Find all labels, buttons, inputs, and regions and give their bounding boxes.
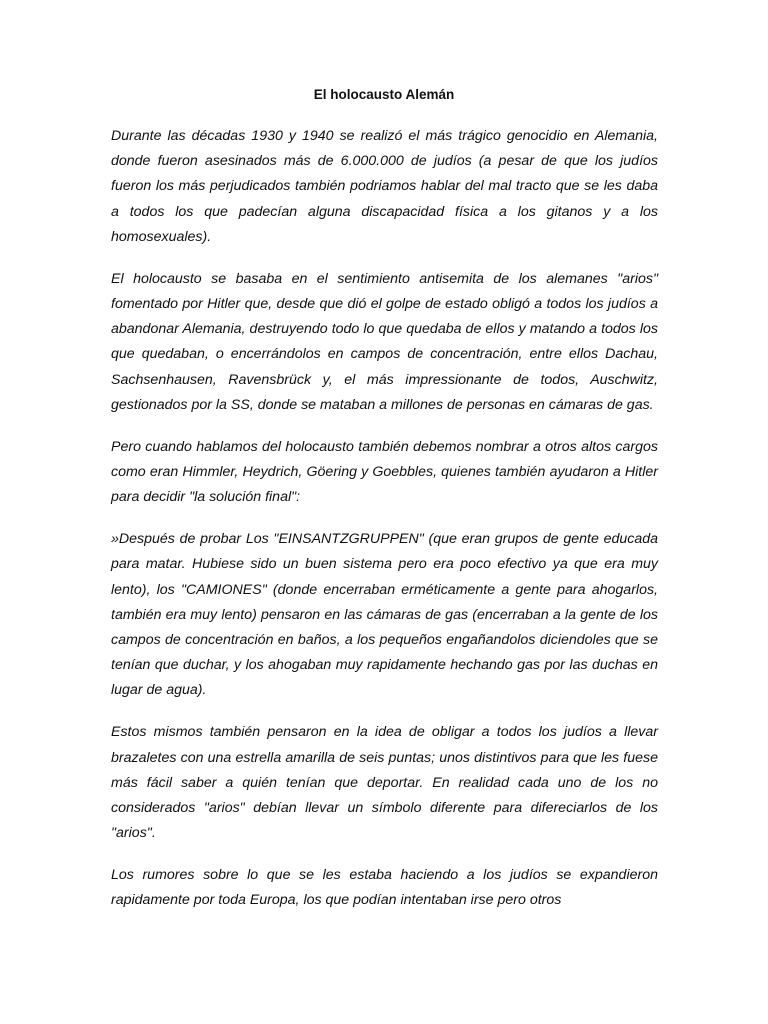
document-body <box>111 124 658 930</box>
paragraph: »Después de probar Los "EINSANTZGRUPPEN" (que eran grupos de gente educada para matar. Hubiese sido un buen sistema pero era poco efectivo ya que era muy lento), los "CAMIONES" (donde encerraban erméticamente a gente para ahogarlos, también era muy lento) pensaron en las cámaras de gas (encerraban a la gente de los campos de concentración en baños, a los pequeños engañandolos diciendoles que se tenían que duchar, y los ahogaban muy rapidamente hechando gas por las duchas en lugar de agua). <box>111 531 658 699</box>
paragraph: Pero cuando hablamos del holocausto también debemos nombrar a otros altos cargos como eran Himmler, Heydrich, Göering y Goebbles, quienes también ayudaron a Hitler para decidir "la solución final": <box>111 438 658 506</box>
paragraph: Durante las décadas 1930 y 1940 se realizó el más trágico genocidio en Alemania, donde fueron asesinados más de 6.000.000 de judíos (a pesar de que los judíos fueron los más perjudicados también podriamos hablar del mal tracto que se les daba a todos los que padecían alguna discapacidad física a los gitanos y a los homosexuales). <box>111 128 658 245</box>
paragraph: Los rumores sobre lo que se les estaba haciendo a los judíos se expandieron rapidamente por toda Europa, los que podían intentaban irse pero otros <box>111 867 658 909</box>
paragraph: El holocausto se basaba en el sentimiento antisemita de los alemanes "arios" fomentado por Hitler que, desde que dió el golpe de estado obligó a todos los judíos a abandonar Alemania, destruyendo todo lo que quedaba de ellos y matando a todos los que quedaban, o encerrándolos en campos de concentración, entre ellos Dachau, Sachsenhausen, Ravensbrück y, el más impressionante de todos, Auschwitz, gestionados por la SS, donde se mataban a millones de personas en cámaras de gas. <box>111 270 658 413</box>
paragraph: Estos mismos también pensaron en la idea de obligar a todos los judíos a llevar brazaletes con una estrella amarilla de seis puntas; unos distintivos para que les fuese más fácil saber a quién tenían que deportar. En realidad cada uno de los no considerados "arios" debían llevar un símbolo diferente para difereciarlos de los "arios". <box>111 724 658 842</box>
document-title: El holocausto Alemán <box>313 87 455 102</box>
